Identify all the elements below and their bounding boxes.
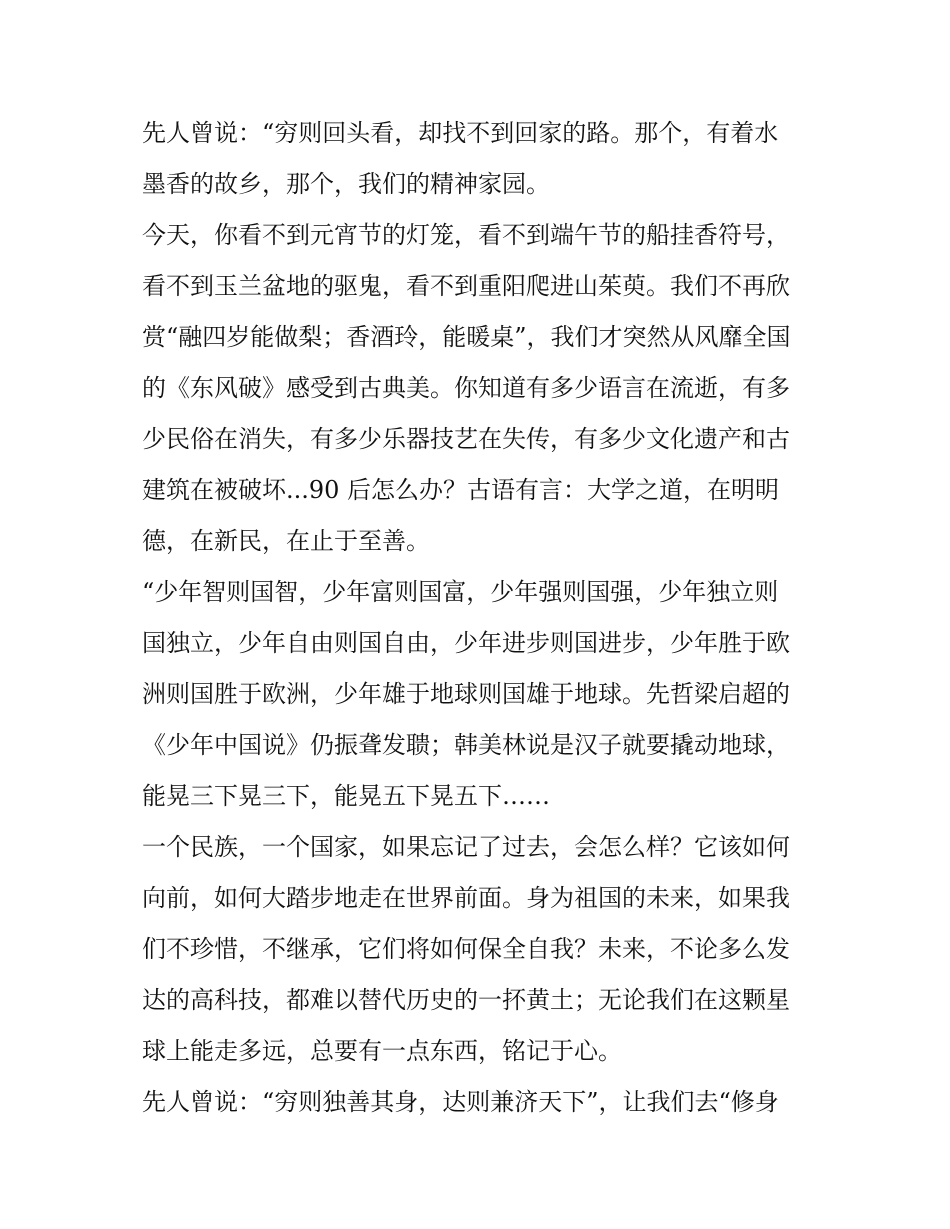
paragraph-5 xyxy=(142,1077,817,1128)
text-line: 能晃三下晃三下，能晃五下晃五下…… xyxy=(142,782,550,810)
text-line: 先人曾说：“穷则独善其身，达则兼济天下”，让我们去“修身 xyxy=(142,1088,779,1116)
text-line: 先人曾说：“穷则回头看，却找不到回家的路。那个，有着水 xyxy=(142,119,779,147)
text-line: 球上能走多远，总要有一点东西，铭记于心。 xyxy=(142,1037,622,1065)
text-line: 们不珍惜，不继承，它们将如何保全自我？未来，不论多么发 xyxy=(142,935,790,963)
text-line: “少年智则国智，少年富则国富，少年强则国强，少年独立则 xyxy=(142,578,779,606)
text-line: 洲则国胜于欧洲，少年雄于地球则国雄于地球。先哲梁启超的 xyxy=(142,680,790,708)
text-line: 赏“融四岁能做梨；香酒玲，能暖桌”，我们才突然从风靡全国 xyxy=(142,323,791,351)
text-line: 少民俗在消失，有多少乐器技艺在失传，有多少文化遗产和古 xyxy=(142,425,790,453)
paragraph-3 xyxy=(142,567,817,822)
text-line: 一个民族，一个国家，如果忘记了过去，会怎么样？它该如何 xyxy=(142,833,790,861)
paragraph-2 xyxy=(142,210,817,567)
text-line: 向前，如何大踏步地走在世界前面。身为祖国的未来，如果我 xyxy=(142,884,790,912)
text-line: 国独立，少年自由则国自由，少年进步则国进步，少年胜于欧 xyxy=(142,629,790,657)
text-line: 建筑在被破坏...90 后怎么办？古语有言：大学之道，在明明 xyxy=(142,476,780,504)
text-line: 的《东风破》感受到古典美。你知道有多少语言在流逝，有多 xyxy=(142,374,790,402)
text-line: 《少年中国说》仍振聋发聩；韩美林说是汉子就要撬动地球， xyxy=(142,731,790,759)
document-body xyxy=(142,108,817,1128)
text-line: 德，在新民，在止于至善。 xyxy=(142,527,430,555)
paragraph-4 xyxy=(142,822,817,1077)
text-line: 达的高科技，都难以替代历史的一抔黄土；无论我们在这颗星 xyxy=(142,986,790,1014)
text-line: 墨香的故乡，那个，我们的精神家园。 xyxy=(142,170,550,198)
text-line: 今天，你看不到元宵节的灯笼，看不到端午节的船挂香符号， xyxy=(142,221,790,249)
text-line: 看不到玉兰盆地的驱鬼，看不到重阳爬进山茱萸。我们不再欣 xyxy=(142,272,790,300)
paragraph-1 xyxy=(142,108,817,210)
